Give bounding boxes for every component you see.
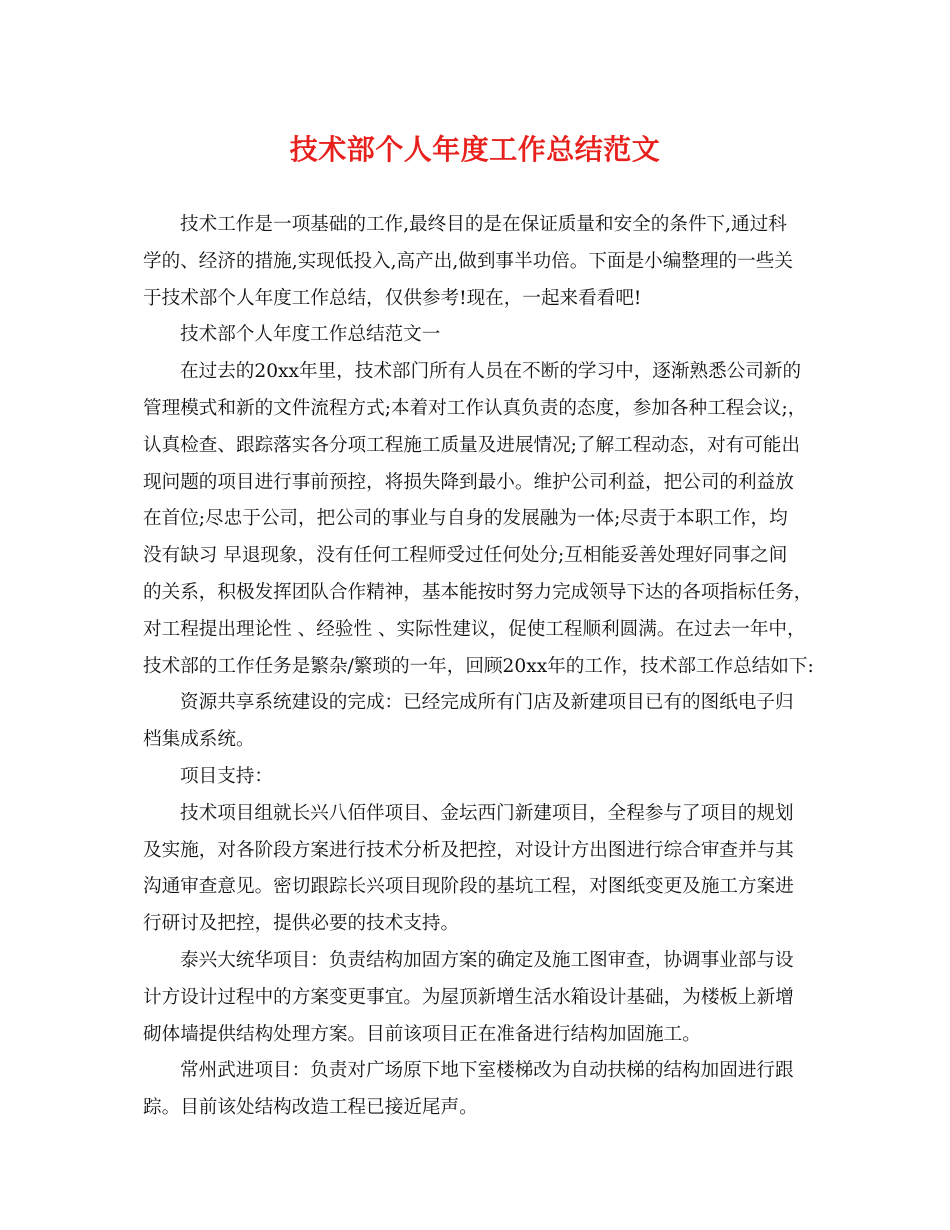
text-line: 在过去的20xx年里，技术部门所有人员在不断的学习中，逐渐熟悉公司新的 [180,361,802,383]
text-line: 项目支持： [180,765,273,787]
text-line: 对工程提出理论性 、经验性 、实际性建议，促使工程顺利圆满。在过去一年中， [143,618,806,640]
text-line: 技术项目组就长兴八佰伴项目、金坛西门新建项目，全程参与了项目的规划 [180,802,794,824]
text-line: 的关系，积极发挥团队合作精神，基本能按时努力完成领导下达的各项指标任务， [143,581,813,603]
text-line: 在首位;尽忠于公司，把公司的事业与自身的发展融为一体;尽责于本职工作，均 [143,508,788,530]
text-line: 于技术部个人年度工作总结，仅供参考!现在，一起来看看吧! [143,287,642,309]
text-line: 沟通审查意见。密切跟踪长兴项目现阶段的基坑工程，对图纸变更及施工方案进 [143,876,794,898]
text-line: 管理模式和新的文件流程方式;本着对工作认真负责的态度，参加各种工程会议;， [143,397,807,419]
text-line: 现问题的项目进行事前预控，将损失降到最小。维护公司利益，把公司的利益放 [143,471,794,493]
text-line: 技术部个人年度工作总结范文一 [180,324,441,346]
text-line: 资源共享系统建设的完成：已经完成所有门店及新建项目已有的图纸电子归 [180,692,794,714]
text-line: 技术工作是一项基础的工作,最终目的是在保证质量和安全的条件下,通过科 [180,214,787,235]
document-title: 技术部个人年度工作总结范文 [289,133,661,166]
text-line: 及实施，对各阶段方案进行技术分析及把控，对设计方出图进行综合审查并与其 [143,839,794,861]
text-line: 学的、经济的措施,实现低投入,高产出,做到事半功倍。下面是小编整理的一些关 [143,250,793,272]
text-line: 档集成系统。 [143,729,255,751]
text-line: 泰兴大统华项目：负责结构加固方案的确定及施工图审查，协调事业部与设 [180,949,794,971]
text-line: 技术部的工作任务是繁杂/繁琐的一年，回顾20xx年的工作，技术部工作总结如下: [143,655,814,677]
text-line: 没有缺习 早退现象，没有任何工程师受过任何处分;互相能妥善处理好同事之间 [143,545,788,567]
text-line: 常州武进项目：负责对广场原下地下室楼梯改为自动扶梯的结构加固进行跟 [180,1060,794,1082]
text-line: 踪。目前该处结构改造工程已接近尾声。 [143,1097,478,1119]
text-line: 砌体墙提供结构处理方案。目前该项目正在准备进行结构加固施工。 [143,1023,701,1045]
document-body [143,207,815,1127]
text-line: 认真检查、跟踪落实各分项工程施工质量及进展情况;了解工程动态，对有可能出 [143,434,801,456]
text-line: 计方设计过程中的方案变更事宜。为屋顶新增生活水箱设计基础，为楼板上新增 [143,986,794,1008]
text-line: 行研讨及把控，提供必要的技术支持。 [143,913,460,935]
